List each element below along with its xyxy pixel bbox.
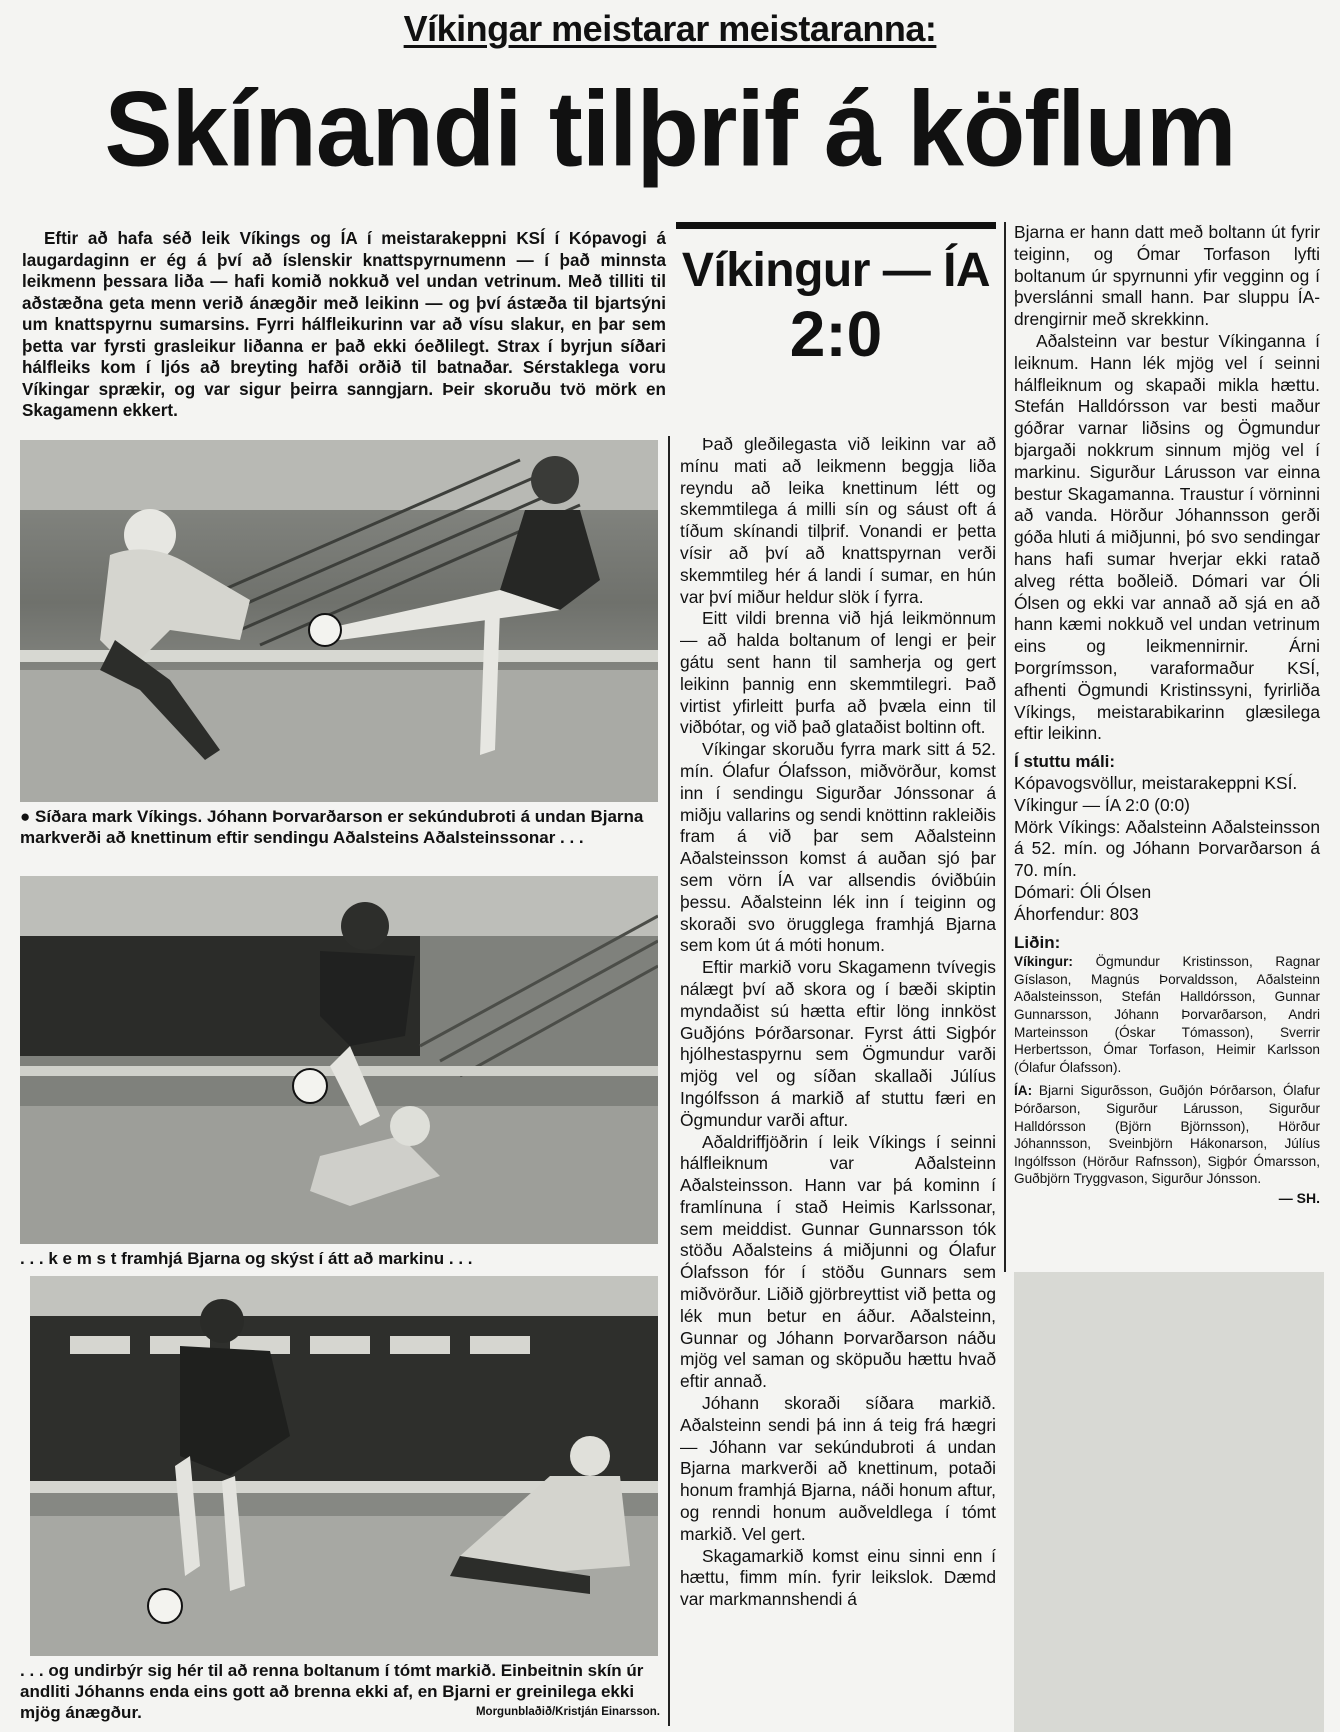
photo-3: [30, 1276, 658, 1656]
ia-label: ÍA:: [1014, 1083, 1033, 1099]
right-continuation: Bjarna er hann datt með boltann út fyrir teiginn, og Ómar Torfason lyfti boltanum úr spyrnunni yfir vegginn og í þverslánni small hann. Þar sluppu ÍA-drengirnir með skrekkinn.: [1014, 222, 1320, 330]
right-paragraph: Aðalsteinn var bestur Víkinganna í leiknum. Hann lék mjög vel í seinni hálfleiknum og skapaði mikla hættu. Stefán Halldórsson var besti maður góðrar varnar liðsins og Ögmundur bjargaði nokkrum sinnum mjög vel í markinu. Sigurður Lárusson var einna bestur Skagamanna. Traustur í vörninni að vanda. Hörður Jóhannsson gerði góða hluti á miðjunni, þó svo sendingar hans hafi sumar hverjar ekki ratað alveg rétta boðleið. Dómari var Óli Ólsen og ekki var annað að sjá en að hann kæmi nokkuð vel undan vetrinum eins og leikmennirnir. Árni Þorgrímsson, varaformaður KSÍ, afhenti Ögmundi Kristinssyni, fyrirliða Víkings, meistarabikarinn glæsilega eftir leikinn.: [1014, 330, 1320, 744]
lidin-heading: Liðin:: [1014, 932, 1061, 952]
empty-gray-area: [1014, 1272, 1324, 1732]
summary-line: Mörk Víkings: Aðalsteinn Aðalsteinsson á 52. mín. og Jóhann Þorvarðarson á 70. mín.: [1014, 816, 1320, 881]
summary-line: Kópavogsvöllur, meistarakeppni KSÍ.: [1014, 772, 1298, 793]
column-separator-1: [668, 436, 670, 1726]
score-top-bar: [676, 222, 996, 229]
intro-text: Eftir að hafa séð leik Víkings og ÍA í meistarakeppni KSÍ í Kópavogi á laugardaginn er ég á því að íslenskir knattspyrnumenn — í það minnsta leikmenn þessara liða — hafi komið nokkuð vel undan vetrinum. Með tilliti til aðstæðna geta menn verið ánægðir með leikinn — og því ástæða til bjartsýni um knattspyrnu sumarsins. Fyrri hálfleikurinn var að vísu slakur, en þar sem þetta var fyrsti grasleikur liðanna er það ekki óeðlilegt. Strax í byrjun síðari hálfleiks kom í ljós að breyting hafði orðið til batnaðar. Sérstaklega voru Víkingar sprækir, og var sigur þeirra sanngjarn. Þeir skoruðu tvö mörk en Skagamenn ekkert.: [22, 229, 666, 420]
photo-2-illustration: [20, 876, 658, 1244]
photo-2-caption: . . . k e m s t framhjá Bjarna og skýst í átt að markinu . . .: [20, 1249, 473, 1268]
score-teams: Víkingur — ÍA: [681, 244, 991, 297]
signature: — SH.: [1278, 1190, 1320, 1207]
mid-paragraph: Það gleðilegasta við leikinn var að mínu mati að leikmenn beggja liða reyndu að leika knettinum létt og skemmtilega á milli sín og sáust oft á tíðum skínandi tilþrif. Vonandi er þetta vísir að því að knattspyrnan verði skemmtileg hér á landi í sumar, en hún var því miður heldur slök í fyrra.: [680, 434, 996, 607]
photo-1: [20, 440, 658, 802]
mid-paragraph: Aðaldriffjöðrin í leik Víkings í seinni hálfleiknum var Aðalsteinn Aðalsteinsson. Hann var þá kominn í framlínuna í stað Heimis Karlssonar, sem meiddist. Gunnar Gunnarsson tók stöðu Aðalsteins á miðjunni og Ólafur Ólafsson fór í stöðu Gunnars sem miðvörður. Liðið gjörbreyttist við þetta og lék mun betur en áður. Aðalsteinn, Gunnar og Jóhann Þorvarðarson náðu mjög vel saman og sköpuðu hættu hvað eftir annað.: [680, 1131, 996, 1392]
kicker-heading: Víkingar meistarar meistaranna:: [403, 8, 937, 49]
photo-credit: Morgunblaðið/Kristján Einarsson.: [475, 1706, 660, 1718]
ia-lineup: [1014, 1082, 1320, 1188]
photo-3-illustration: [30, 1276, 658, 1656]
mid-paragraph: Skagamarkið komst einu sinni enn í hættu, fimm mín. fyrir leikslok. Dæmd var markmannshendi á: [680, 1545, 996, 1610]
summary-heading: Í stuttu máli:: [1014, 752, 1116, 772]
mid-paragraph: Eitt vildi brenna við hjá leikmönnum — að halda boltanum of lengi er þeir gátu sent hann til samherja og gert leikinn þannig enn skemmtilegri. Það virtist yfirleitt þurfa að þvæla einn til viðbótar, og við það glataðist boltinn oft.: [680, 608, 996, 738]
mid-paragraph: Jóhann skoraði síðara markið. Aðalsteinn sendi þá inn á teig frá hægri — Jóhann var sekúndubroti á undan Bjarna markverði að knettinum, potaði honum framhjá Bjarna, náði honum aftur, og renndi honum auðveldlega í tómt markið. Vel gert.: [680, 1393, 996, 1544]
summary-line: Dómari: Óli Ólsen: [1014, 881, 1152, 902]
column-separator-2: [1004, 222, 1006, 1272]
photo-2: [20, 876, 658, 1244]
photo-1-illustration: [20, 440, 658, 802]
middle-column: [680, 434, 996, 1724]
intro-paragraph: [22, 228, 666, 422]
summary-line: Víkingur — ÍA 2:0 (0:0): [1014, 794, 1190, 815]
score-result: 2:0: [789, 298, 883, 370]
mid-paragraph: Eftir markið voru Skagamenn tvívegis nálægt því að skora og í bæði skiptin myndaðist sú hætta eftir löng innköst Guðjóns Þórðarsonar. Fyrst átti Sigþór hjólhestaspyrnu sem Ögmundur varði mjög vel og síðan skallaði Júlíus Ingólfsson á markið af stuttu færi en Ögmundur varði aftur.: [680, 957, 996, 1130]
vikingur-lineup: [1014, 953, 1320, 1076]
headline: Skínandi tilþrif á köflum: [104, 69, 1236, 189]
mid-paragraph: Víkingar skoruðu fyrra mark sitt á 52. mín. Ólafur Ólafsson, miðvörður, komst inn í sendingu Sigurðar Jónssonar á miðju vallarins og sendi knöttinn rakleiðis fram á við þar sem Aðalsteinn Aðalsteinsson komst á auðan sjó þar sem vörn ÍA var allsendis óviðbúin þessu. Aðalsteinn lék inn í teiginn og skoraði svo örugglega framhjá Bjarna sem kom út á móti honum.: [680, 739, 996, 956]
vikingur-label: Víkingur:: [1014, 954, 1073, 970]
photo-3-caption: . . . og undirbýr sig hér til að renna boltanum í tómt markið. Einbeitnin skín úr andliti Jóhanns enda eins gott að brenna ekki af, en Bjarni er greinilega ekki mjög ánægður.: [20, 1661, 644, 1722]
summary-line: Áhorfendur: 803: [1014, 903, 1139, 924]
score-box: [676, 222, 996, 386]
vikingur-players: Ögmundur Kristinsson, Ragnar Gíslason, Magnús Þorvaldsson, Aðalsteinn Aðalsteinsson, Stefán Halldórsson, Gunnar Gunnarsson, Jóhann Þorvarðarson, Andri Marteinsson (Óskar Tómasson), Sverrir Herbertsson, Ómar Torfason, Heimir Karlsson (Ólafur Ólafsson).: [1014, 954, 1320, 1075]
photo-1-caption: ● Síðara mark Víkings. Jóhann Þorvarðarson er sekúndubroti á undan Bjarna markverði að knettinum eftir sendingu Aðalsteins Aðalsteinssonar . . .: [20, 807, 644, 847]
ia-players: Bjarni Sigurðsson, Guðjón Þórðarson, Ólafur Þórðarson, Sigurður Lárusson, Sigurður Halldórsson (Björn Björnsson), Hörður Jóhannsson, Sveinbjörn Hákonarson, Júlíus Ingólfsson (Hörður Rafnsson), Sigþór Ómarsson, Guðbjörn Tryggvason, Sigurður Jónsson.: [1014, 1083, 1320, 1187]
right-column: [1014, 222, 1320, 1210]
